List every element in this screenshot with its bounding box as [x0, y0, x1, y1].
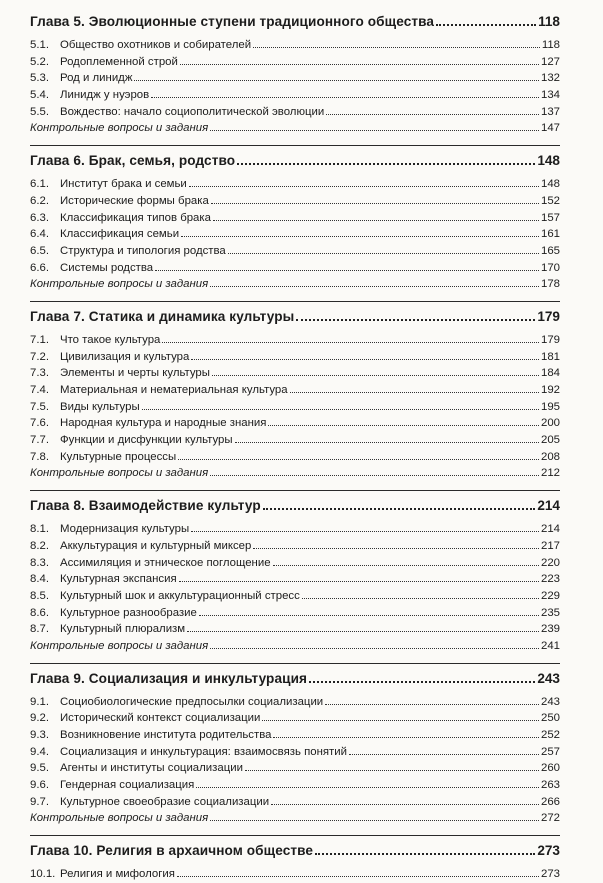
section-number: 6.1. [30, 178, 49, 191]
section-number: 6.4. [30, 228, 49, 241]
chapter-title: Глава 9. Социализация и инкультурация [30, 670, 308, 686]
review-questions-page-number: 178 [540, 278, 560, 291]
section-title: Социализация и инкультурация: взаимосвязь понятий [60, 745, 347, 758]
dot-leader [177, 876, 539, 877]
chapter-page-number: 214 [537, 498, 560, 514]
section-entry[interactable] [30, 521, 560, 538]
section-entry[interactable] [30, 794, 560, 811]
dot-leader [245, 770, 539, 771]
dot-leader [315, 853, 535, 855]
dot-leader [228, 253, 539, 254]
section-page-number: 118 [541, 39, 560, 51]
dot-leader [436, 24, 536, 26]
review-questions-page-number: 241 [540, 639, 560, 652]
dot-leader [181, 236, 539, 237]
section-title: Род и линидж [60, 72, 133, 85]
section-entry[interactable] [30, 226, 560, 243]
section-page-number: 148 [540, 178, 560, 191]
chapter-page-number: 118 [538, 14, 560, 29]
chapter-title: Глава 10. Религия в архаичном обществе [30, 843, 314, 859]
dot-leader [309, 681, 535, 683]
section-title: Исторический контекст социализации [60, 712, 261, 725]
section-title: Модернизация культуры [60, 523, 190, 536]
section-page-number: 205 [540, 434, 560, 447]
section-entry[interactable] [30, 415, 560, 432]
section-number: 7.3. [30, 367, 49, 380]
section-entry[interactable] [30, 87, 560, 104]
section-page-number: 157 [540, 211, 560, 224]
dot-leader [191, 359, 539, 360]
section-title: Культурное разнообразие [60, 606, 197, 619]
review-questions-page-number: 212 [540, 467, 560, 480]
section-number: 9.2. [30, 712, 49, 725]
dot-leader [253, 47, 540, 48]
dot-leader [302, 598, 539, 599]
section-number: 5.3. [30, 72, 49, 85]
section-entry[interactable] [30, 193, 560, 210]
section-title: Общество охотников и собирателей [60, 39, 252, 51]
dot-leader [180, 64, 539, 65]
section-entry[interactable] [30, 621, 560, 638]
dot-leader [134, 80, 539, 81]
section-number: 5.5. [30, 105, 49, 118]
dot-leader [268, 425, 539, 426]
section-number: 5.1. [30, 39, 49, 51]
chapter-page-number: 148 [537, 153, 560, 169]
section-title: Культурный шок и аккультурационный стресс [60, 589, 300, 602]
section-number: 7.7. [30, 434, 49, 447]
section-number: 7.4. [30, 384, 49, 396]
dot-leader [179, 581, 539, 582]
dot-leader [271, 804, 539, 805]
section-number: 7.6. [30, 417, 49, 430]
review-questions-page-number: 147 [540, 122, 560, 135]
review-questions-entry[interactable] [30, 465, 560, 482]
review-questions-entry[interactable] [30, 810, 560, 827]
chapter-heading[interactable] [30, 498, 560, 518]
section-page-number: 179 [540, 333, 560, 346]
section-entry[interactable] [30, 605, 560, 622]
section-number: 7.2. [30, 350, 49, 363]
section-entry[interactable] [30, 449, 560, 466]
section-number: 7.1. [30, 333, 49, 346]
section-page-number: 208 [540, 450, 560, 463]
review-questions-entry[interactable] [30, 638, 560, 655]
dot-leader [290, 392, 539, 393]
section-page-number: 229 [540, 589, 560, 602]
dot-leader [210, 475, 539, 476]
section-number: 6.5. [30, 244, 49, 257]
section-number: 8.5. [30, 589, 49, 602]
section-page-number: 257 [540, 745, 560, 758]
dot-leader [187, 631, 539, 632]
section-title: Системы родства [60, 261, 154, 274]
section-number: 8.2. [30, 539, 49, 552]
section-entry[interactable] [30, 777, 560, 794]
review-questions-entry[interactable] [30, 120, 560, 137]
section-entry[interactable] [30, 382, 560, 399]
section-number: 6.6. [30, 261, 49, 274]
section-title: Исторические формы брака [60, 194, 209, 207]
section-page-number: 161 [540, 228, 560, 241]
section-entry[interactable] [30, 555, 560, 572]
section-page-number: 170 [540, 261, 560, 274]
dot-leader [178, 459, 539, 460]
section-entry[interactable] [30, 588, 560, 605]
section-page-number: 223 [540, 573, 560, 586]
dot-leader [253, 548, 539, 549]
section-page-number: 134 [540, 89, 560, 102]
section-entry[interactable] [30, 694, 560, 711]
section-title: Цивилизация и культура [60, 350, 190, 363]
section-entry[interactable] [30, 104, 560, 121]
section-page-number: 266 [540, 795, 560, 808]
section-title: Аккультурация и культурный миксер [60, 539, 252, 552]
dot-leader [212, 375, 539, 376]
section-title: Материальная и нематериальная культура [60, 384, 288, 396]
table-of-contents [30, 14, 560, 883]
dot-leader [196, 787, 539, 788]
dot-leader [210, 648, 539, 649]
section-title: Функции и дисфункции культуры [60, 434, 233, 447]
section-entry[interactable] [30, 399, 560, 416]
chapter-title: Глава 6. Брак, семья, родство [30, 153, 236, 169]
dot-leader [263, 508, 536, 510]
section-number: 7.5. [30, 400, 49, 413]
section-title: Религия и мифология [60, 868, 175, 881]
section-entry[interactable] [30, 710, 560, 727]
chapter-heading[interactable] [30, 14, 560, 34]
section-title: Линидж у нуэров [60, 89, 150, 102]
section-number: 9.4. [30, 745, 49, 758]
section-number: 10.1. [30, 868, 56, 881]
section-number: 8.4. [30, 573, 49, 586]
section-number: 8.1. [30, 523, 49, 536]
section-title: Вождество: начало социополитической эволюции [60, 105, 325, 118]
chapter-page-number: 273 [537, 843, 560, 859]
dot-leader [162, 342, 539, 343]
chapter-heading[interactable] [30, 843, 560, 863]
section-page-number: 235 [540, 606, 560, 619]
dot-leader [142, 409, 539, 410]
review-questions-title: Контрольные вопросы и задания [30, 278, 209, 291]
section-title: Элементы и черты культуры [60, 367, 210, 380]
section-number: 7.8. [30, 450, 49, 463]
section-title: Институт брака и семьи [60, 178, 187, 191]
section-entry[interactable] [30, 365, 560, 382]
section-entry[interactable] [30, 744, 560, 761]
dot-leader [273, 737, 539, 738]
section-title: Виды культуры [60, 400, 140, 413]
section-page-number: 250 [540, 712, 560, 725]
section-page-number: 200 [540, 417, 560, 430]
chapter-block [30, 145, 560, 293]
chapter-page-number: 243 [537, 670, 560, 686]
chapter-title: Глава 5. Эволюционные ступени традиционного общества [30, 14, 435, 29]
section-page-number: 152 [540, 194, 560, 207]
section-number: 5.2. [30, 55, 49, 68]
section-title: Классификация семьи [60, 228, 180, 241]
section-page-number: 239 [540, 623, 560, 636]
chapter-heading[interactable] [30, 671, 560, 691]
section-number: 6.2. [30, 194, 49, 207]
review-questions-title: Контрольные вопросы и задания [30, 122, 209, 135]
section-page-number: 260 [540, 762, 560, 775]
section-page-number: 217 [540, 539, 560, 552]
section-page-number: 263 [540, 779, 560, 792]
dot-leader [210, 820, 539, 821]
section-number: 8.6. [30, 606, 49, 619]
section-number: 6.3. [30, 211, 49, 224]
section-entry[interactable] [30, 866, 560, 883]
section-entry[interactable] [30, 538, 560, 555]
section-entry[interactable] [30, 432, 560, 449]
section-page-number: 184 [540, 367, 560, 380]
chapter-title: Глава 8. Взаимодействие культур [30, 498, 261, 514]
review-questions-entry[interactable] [30, 276, 560, 293]
section-page-number: 220 [540, 556, 560, 569]
dot-leader [273, 565, 539, 566]
section-page-number: 165 [540, 244, 560, 257]
section-title: Социобиологические предпосылки социализации [60, 695, 324, 708]
section-entry[interactable] [30, 210, 560, 227]
dot-leader [199, 615, 539, 616]
section-title: Культурное своеобразие социализации [60, 795, 270, 808]
section-page-number: 243 [540, 695, 560, 708]
section-title: Культурная экспансия [60, 573, 177, 586]
chapter-heading[interactable] [30, 309, 560, 329]
section-number: 5.4. [30, 89, 49, 102]
review-questions-title: Контрольные вопросы и задания [30, 812, 209, 825]
chapter-block [30, 663, 560, 828]
section-page-number: 137 [540, 105, 560, 118]
dot-leader [213, 220, 539, 221]
section-title: Что такое культура [60, 333, 161, 346]
section-title: Родоплеменной строй [60, 55, 178, 68]
section-number: 8.3. [30, 556, 49, 569]
section-page-number: 195 [540, 400, 560, 413]
chapter-title: Глава 7. Статика и динамика культуры [30, 308, 295, 324]
section-title: Народная культура и народные знания [60, 417, 267, 430]
review-questions-page-number: 272 [540, 812, 560, 825]
dot-leader [210, 130, 539, 131]
section-entry[interactable] [30, 176, 560, 193]
section-entry[interactable] [30, 243, 560, 260]
dot-leader [151, 97, 539, 98]
section-entry[interactable] [30, 332, 560, 349]
chapter-heading[interactable] [30, 153, 560, 173]
dot-leader [155, 270, 539, 271]
section-entry[interactable] [30, 760, 560, 777]
section-number: 8.7. [30, 623, 49, 636]
section-page-number: 127 [540, 55, 560, 68]
section-title: Структура и типология родства [60, 244, 226, 257]
review-questions-title: Контрольные вопросы и задания [30, 467, 209, 480]
dot-leader [349, 754, 539, 755]
section-title: Гендерная социализация [60, 779, 195, 792]
section-title: Ассимиляция и этническое поглощение [60, 556, 271, 569]
dot-leader [325, 704, 539, 705]
dot-leader [237, 163, 535, 165]
section-page-number: 214 [540, 523, 560, 536]
section-entry[interactable] [30, 349, 560, 366]
section-title: Культурные процессы [60, 450, 177, 463]
section-entry[interactable] [30, 571, 560, 588]
dot-leader [191, 531, 539, 532]
section-number: 9.6. [30, 779, 49, 792]
section-title: Агенты и институты социализации [60, 762, 243, 775]
chapter-page-number: 179 [537, 308, 560, 324]
section-number: 9.1. [30, 695, 49, 708]
dot-leader [189, 186, 539, 187]
section-title: Возникновение института родительства [60, 729, 272, 741]
chapter-block [30, 14, 560, 137]
section-number: 9.7. [30, 795, 49, 808]
section-page-number: 252 [540, 729, 560, 741]
chapter-block [30, 490, 560, 655]
section-entry[interactable] [30, 37, 560, 54]
section-page-number: 273 [540, 868, 560, 881]
dot-leader [262, 720, 539, 721]
section-number: 9.3. [30, 729, 49, 741]
section-title: Классификация типов брака [60, 211, 211, 224]
section-entry[interactable] [30, 727, 560, 744]
dot-leader [235, 442, 539, 443]
review-questions-title: Контрольные вопросы и задания [30, 639, 209, 652]
dot-leader [296, 319, 535, 321]
dot-leader [326, 114, 539, 115]
section-page-number: 192 [540, 384, 560, 396]
section-entry[interactable] [30, 70, 560, 87]
dot-leader [211, 203, 539, 204]
section-page-number: 132 [540, 72, 560, 85]
section-number: 9.5. [30, 762, 49, 775]
dot-leader [210, 286, 539, 287]
section-entry[interactable] [30, 260, 560, 277]
section-entry[interactable] [30, 54, 560, 71]
section-title: Культурный плюрализм [60, 623, 186, 636]
chapter-block [30, 301, 560, 482]
section-page-number: 181 [540, 350, 560, 363]
